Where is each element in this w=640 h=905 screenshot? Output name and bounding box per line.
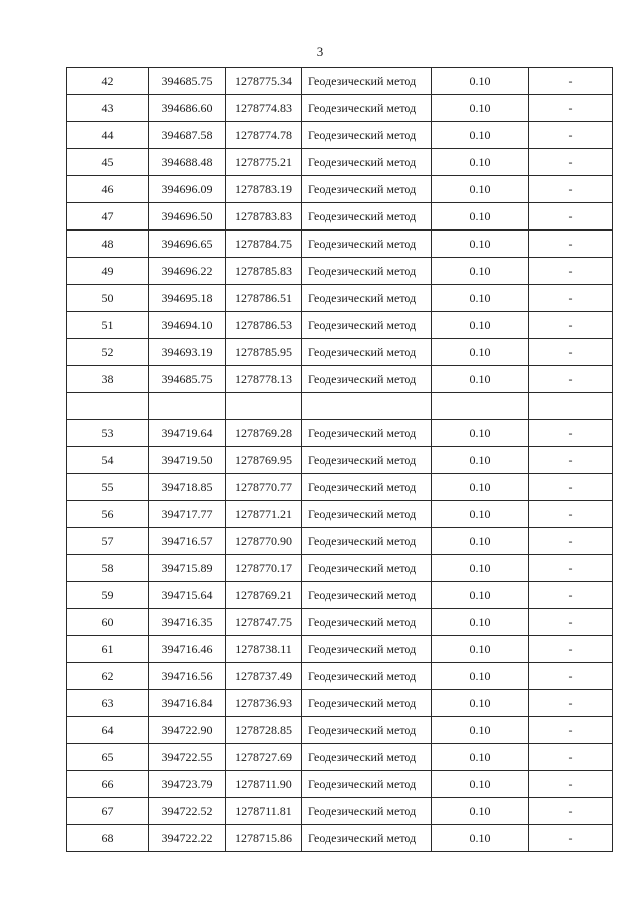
note-cell: - (529, 203, 613, 231)
coord-x-cell: 394723.79 (149, 771, 226, 798)
precision-cell: 0.10 (432, 555, 529, 582)
point-number-cell: 45 (67, 149, 149, 176)
coord-x-cell: 394716.35 (149, 609, 226, 636)
precision-cell: 0.10 (432, 501, 529, 528)
precision-cell: 0.10 (432, 68, 529, 95)
table-row (67, 474, 613, 501)
precision-cell: 0.10 (432, 582, 529, 609)
precision-cell: 0.10 (432, 420, 529, 447)
note-cell: - (529, 339, 613, 366)
method-cell (302, 393, 432, 420)
point-number-cell: 63 (67, 690, 149, 717)
precision-cell: 0.10 (432, 149, 529, 176)
table-row (67, 230, 613, 258)
precision-cell: 0.10 (432, 285, 529, 312)
precision-cell: 0.10 (432, 717, 529, 744)
note-cell: - (529, 528, 613, 555)
coord-x-cell: 394718.85 (149, 474, 226, 501)
point-number-cell: 60 (67, 609, 149, 636)
method-cell: Геодезический метод (302, 690, 432, 717)
coordinates-table (66, 67, 613, 852)
table-row (67, 95, 613, 122)
coord-y-cell: 1278711.81 (226, 798, 302, 825)
note-cell: - (529, 420, 613, 447)
method-cell: Геодезический метод (302, 95, 432, 122)
method-cell: Геодезический метод (302, 771, 432, 798)
note-cell: - (529, 609, 613, 636)
coord-x-cell (149, 393, 226, 420)
precision-cell: 0.10 (432, 230, 529, 258)
method-cell: Геодезический метод (302, 230, 432, 258)
note-cell: - (529, 285, 613, 312)
precision-cell (432, 393, 529, 420)
precision-cell: 0.10 (432, 798, 529, 825)
precision-cell: 0.10 (432, 690, 529, 717)
point-number-cell: 44 (67, 122, 149, 149)
point-number-cell: 55 (67, 474, 149, 501)
coord-x-cell: 394696.09 (149, 176, 226, 203)
note-cell: - (529, 663, 613, 690)
coord-y-cell: 1278769.95 (226, 447, 302, 474)
coord-y-cell: 1278778.13 (226, 366, 302, 393)
precision-cell: 0.10 (432, 122, 529, 149)
precision-cell: 0.10 (432, 312, 529, 339)
point-number-cell: 51 (67, 312, 149, 339)
note-cell: - (529, 230, 613, 258)
table-row (67, 122, 613, 149)
table-row (67, 771, 613, 798)
coord-x-cell: 394693.19 (149, 339, 226, 366)
point-number-cell: 65 (67, 744, 149, 771)
method-cell: Геодезический метод (302, 825, 432, 852)
method-cell: Геодезический метод (302, 555, 432, 582)
point-number-cell: 47 (67, 203, 149, 231)
page-number: 3 (316, 44, 324, 59)
point-number-cell: 46 (67, 176, 149, 203)
note-cell: - (529, 555, 613, 582)
coord-y-cell: 1278715.86 (226, 825, 302, 852)
table-row (67, 636, 613, 663)
precision-cell: 0.10 (432, 339, 529, 366)
coord-x-cell: 394688.48 (149, 149, 226, 176)
note-cell: - (529, 474, 613, 501)
point-number-cell: 59 (67, 582, 149, 609)
point-number-cell: 61 (67, 636, 149, 663)
coord-x-cell: 394722.55 (149, 744, 226, 771)
method-cell: Геодезический метод (302, 258, 432, 285)
method-cell: Геодезический метод (302, 122, 432, 149)
method-cell: Геодезический метод (302, 582, 432, 609)
point-number-cell: 64 (67, 717, 149, 744)
table-row (67, 528, 613, 555)
table-row (67, 285, 613, 312)
method-cell: Геодезический метод (302, 663, 432, 690)
coord-y-cell: 1278769.28 (226, 420, 302, 447)
coord-y-cell: 1278784.75 (226, 230, 302, 258)
coord-y-cell (226, 393, 302, 420)
precision-cell: 0.10 (432, 771, 529, 798)
table-row (67, 447, 613, 474)
method-cell: Геодезический метод (302, 447, 432, 474)
point-number-cell: 57 (67, 528, 149, 555)
table-row (67, 825, 613, 852)
table-row (67, 744, 613, 771)
coord-y-cell: 1278783.19 (226, 176, 302, 203)
point-number-cell: 68 (67, 825, 149, 852)
coord-y-cell: 1278727.69 (226, 744, 302, 771)
precision-cell: 0.10 (432, 95, 529, 122)
precision-cell: 0.10 (432, 258, 529, 285)
coord-x-cell: 394722.52 (149, 798, 226, 825)
table-row (67, 582, 613, 609)
table-row (67, 339, 613, 366)
coord-x-cell: 394685.75 (149, 366, 226, 393)
point-number-cell: 67 (67, 798, 149, 825)
table-row (67, 312, 613, 339)
precision-cell: 0.10 (432, 825, 529, 852)
coord-x-cell: 394719.64 (149, 420, 226, 447)
coord-x-cell: 394719.50 (149, 447, 226, 474)
coord-y-cell: 1278775.34 (226, 68, 302, 95)
note-cell: - (529, 717, 613, 744)
method-cell: Геодезический метод (302, 366, 432, 393)
point-number-cell: 38 (67, 366, 149, 393)
coord-y-cell: 1278785.95 (226, 339, 302, 366)
coord-x-cell: 394715.89 (149, 555, 226, 582)
coord-y-cell: 1278774.78 (226, 122, 302, 149)
table-row (67, 366, 613, 393)
method-cell: Геодезический метод (302, 528, 432, 555)
method-cell: Геодезический метод (302, 203, 432, 231)
coord-x-cell: 394722.22 (149, 825, 226, 852)
point-number-cell: 43 (67, 95, 149, 122)
method-cell: Геодезический метод (302, 609, 432, 636)
coord-y-cell: 1278711.90 (226, 771, 302, 798)
coord-y-cell: 1278770.90 (226, 528, 302, 555)
table-row (67, 555, 613, 582)
method-cell: Геодезический метод (302, 636, 432, 663)
coord-x-cell: 394715.64 (149, 582, 226, 609)
precision-cell: 0.10 (432, 663, 529, 690)
note-cell: - (529, 798, 613, 825)
coord-x-cell: 394694.10 (149, 312, 226, 339)
precision-cell: 0.10 (432, 366, 529, 393)
point-number-cell: 66 (67, 771, 149, 798)
coord-y-cell: 1278728.85 (226, 717, 302, 744)
precision-cell: 0.10 (432, 203, 529, 231)
coord-y-cell: 1278774.83 (226, 95, 302, 122)
note-cell: - (529, 501, 613, 528)
coord-y-cell: 1278771.21 (226, 501, 302, 528)
method-cell: Геодезический метод (302, 312, 432, 339)
note-cell: - (529, 149, 613, 176)
table-row (67, 420, 613, 447)
note-cell: - (529, 122, 613, 149)
precision-cell: 0.10 (432, 528, 529, 555)
coord-x-cell: 394716.84 (149, 690, 226, 717)
point-number-cell: 62 (67, 663, 149, 690)
note-cell: - (529, 176, 613, 203)
point-number-cell: 42 (67, 68, 149, 95)
point-number-cell: 56 (67, 501, 149, 528)
note-cell: - (529, 744, 613, 771)
coord-y-cell: 1278786.51 (226, 285, 302, 312)
coord-x-cell: 394686.60 (149, 95, 226, 122)
point-number-cell: 52 (67, 339, 149, 366)
coord-x-cell: 394717.77 (149, 501, 226, 528)
point-number-cell: 48 (67, 230, 149, 258)
method-cell: Геодезический метод (302, 501, 432, 528)
precision-cell: 0.10 (432, 176, 529, 203)
precision-cell: 0.10 (432, 474, 529, 501)
point-number-cell: 49 (67, 258, 149, 285)
point-number-cell: 53 (67, 420, 149, 447)
coord-x-cell: 394696.22 (149, 258, 226, 285)
coord-x-cell: 394716.46 (149, 636, 226, 663)
note-cell: - (529, 690, 613, 717)
precision-cell: 0.10 (432, 744, 529, 771)
precision-cell: 0.10 (432, 636, 529, 663)
note-cell: - (529, 258, 613, 285)
method-cell: Геодезический метод (302, 149, 432, 176)
coord-y-cell: 1278783.83 (226, 203, 302, 231)
coord-y-cell: 1278770.17 (226, 555, 302, 582)
note-cell: - (529, 447, 613, 474)
coord-y-cell: 1278747.75 (226, 609, 302, 636)
table-row (67, 149, 613, 176)
precision-cell: 0.10 (432, 609, 529, 636)
point-number-cell: 58 (67, 555, 149, 582)
table-row (67, 798, 613, 825)
table-row (67, 68, 613, 95)
note-cell: - (529, 771, 613, 798)
coord-y-cell: 1278769.21 (226, 582, 302, 609)
note-cell (529, 393, 613, 420)
coord-y-cell: 1278736.93 (226, 690, 302, 717)
coord-x-cell: 394696.65 (149, 230, 226, 258)
table-row (67, 501, 613, 528)
coord-y-cell: 1278770.77 (226, 474, 302, 501)
coord-y-cell: 1278737.49 (226, 663, 302, 690)
note-cell: - (529, 312, 613, 339)
method-cell: Геодезический метод (302, 68, 432, 95)
method-cell: Геодезический метод (302, 339, 432, 366)
point-number-cell: 54 (67, 447, 149, 474)
note-cell: - (529, 825, 613, 852)
note-cell: - (529, 582, 613, 609)
coord-y-cell: 1278738.11 (226, 636, 302, 663)
coord-y-cell: 1278775.21 (226, 149, 302, 176)
point-number-cell (67, 393, 149, 420)
table-row (67, 609, 613, 636)
table-row (67, 258, 613, 285)
table-row (67, 663, 613, 690)
coord-x-cell: 394696.50 (149, 203, 226, 231)
method-cell: Геодезический метод (302, 474, 432, 501)
coord-x-cell: 394716.56 (149, 663, 226, 690)
table-row (67, 176, 613, 203)
table-row (67, 690, 613, 717)
note-cell: - (529, 636, 613, 663)
coordinates-table-body (67, 68, 613, 852)
coord-x-cell: 394716.57 (149, 528, 226, 555)
point-number-cell: 50 (67, 285, 149, 312)
coord-x-cell: 394722.90 (149, 717, 226, 744)
empty-separator-row (67, 393, 613, 420)
precision-cell: 0.10 (432, 447, 529, 474)
coord-x-cell: 394695.18 (149, 285, 226, 312)
table-row (67, 203, 613, 231)
method-cell: Геодезический метод (302, 744, 432, 771)
table-row (67, 717, 613, 744)
note-cell: - (529, 366, 613, 393)
method-cell: Геодезический метод (302, 717, 432, 744)
coord-y-cell: 1278786.53 (226, 312, 302, 339)
method-cell: Геодезический метод (302, 176, 432, 203)
method-cell: Геодезический метод (302, 420, 432, 447)
coord-y-cell: 1278785.83 (226, 258, 302, 285)
method-cell: Геодезический метод (302, 798, 432, 825)
coord-x-cell: 394687.58 (149, 122, 226, 149)
coord-x-cell: 394685.75 (149, 68, 226, 95)
note-cell: - (529, 68, 613, 95)
note-cell: - (529, 95, 613, 122)
method-cell: Геодезический метод (302, 285, 432, 312)
